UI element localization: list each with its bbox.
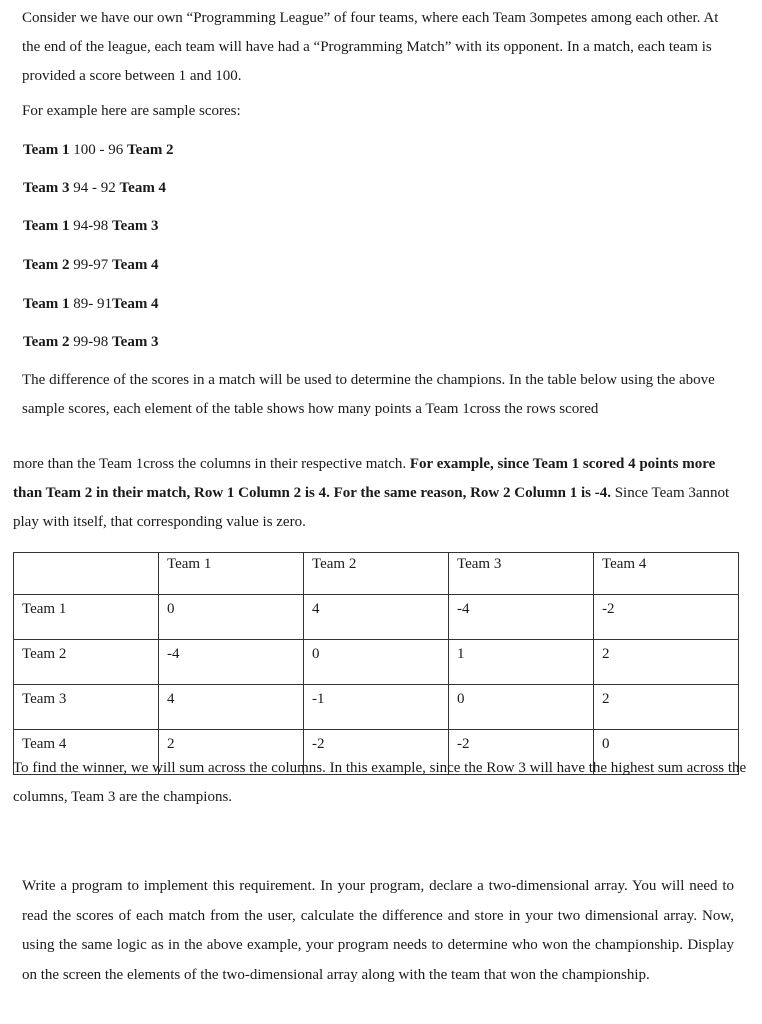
score-line xyxy=(23,255,159,275)
table-cell: -1 xyxy=(304,685,449,730)
table-cell: 0 xyxy=(159,595,304,640)
intro-paragraph: Consider we have our own “Programming League” of four teams, where each Team 3ompetes among each other. At the end of the league, each team will have had a “Programming Match” with its opponent. In a match, each team is provided a score between 1 and 100. xyxy=(22,10,719,84)
task-paragraph: Write a program to implement this requirement. In your program, declare a two-dimensional array. You will need to read the scores of each match from the user, calculate the difference and store in your two dimensional array. Now, using the same logic as in the above example, your program needs to determine who won the championship. Display on the screen the elements of the two-dimensional array along with the team that won the championship. xyxy=(22,878,734,983)
table-cell: 1 xyxy=(449,640,594,685)
column-header: Team 2 xyxy=(304,553,449,595)
explanation-text-end: Since Team 3annot play with itself, that corresponding value is zero. xyxy=(13,485,730,530)
score-value: 94-98 xyxy=(69,218,113,234)
table-cell: 4 xyxy=(159,685,304,730)
sum-paragraph: To find the winner, we will sum across the columns. In this example, since the Row 3 will have the highest sum across the columns, Team 3 are the champions. xyxy=(13,760,747,805)
table-cell: 2 xyxy=(594,685,739,730)
explanation-text: more than the Team 1cross the columns in their respective match. xyxy=(13,456,410,472)
score-line xyxy=(23,332,159,352)
score-value: 99-97 xyxy=(69,257,113,273)
column-header: Team 3 xyxy=(449,553,594,595)
table-row xyxy=(14,685,739,730)
table-cell: 0 xyxy=(594,730,739,775)
score-team-a: Team 2 xyxy=(23,257,70,273)
score-line xyxy=(23,216,159,236)
score-value: 94 - 92 xyxy=(69,180,120,196)
score-team-b: Team 4 xyxy=(119,180,167,196)
table-cell: -2 xyxy=(594,595,739,640)
table-cell: 0 xyxy=(449,685,594,730)
table-cell: -2 xyxy=(449,730,594,775)
score-line xyxy=(23,140,174,160)
score-team-b: Team 4 xyxy=(112,257,159,273)
explanation-paragraph xyxy=(13,450,743,537)
table-cell: 2 xyxy=(594,640,739,685)
table-cell: 4 xyxy=(304,595,449,640)
table-row xyxy=(14,640,739,685)
score-team-a: Team 2 xyxy=(23,334,70,350)
score-team-b: Team 2 xyxy=(127,142,174,158)
difference-paragraph: The difference of the scores in a match will be used to determine the champions. In the table below using the above sample scores, each element of the table shows how many points a Team 1cross the rows scored xyxy=(22,372,715,417)
table-corner-cell xyxy=(14,553,159,595)
column-header: Team 1 xyxy=(159,553,304,595)
table-cell: -2 xyxy=(304,730,449,775)
score-team-a: Team 1 xyxy=(23,296,70,312)
table-cell: -4 xyxy=(159,640,304,685)
table-row xyxy=(14,595,739,640)
row-header: Team 4 xyxy=(14,730,159,775)
table-header-row xyxy=(14,553,739,595)
table-cell: -4 xyxy=(449,595,594,640)
row-header: Team 2 xyxy=(14,640,159,685)
row-header: Team 3 xyxy=(14,685,159,730)
score-line xyxy=(23,294,159,314)
score-team-a: Team 1 xyxy=(23,142,70,158)
table-cell: 2 xyxy=(159,730,304,775)
score-value: 99-98 xyxy=(69,334,113,350)
score-difference-table xyxy=(13,552,739,775)
score-value: 100 - 96 xyxy=(69,142,128,158)
explanation-bold-text: For example, since Team 1 scored 4 points more than Team 2 in their match, Row 1 Column 2 is 4. For the same reason, Row 2 Column 1 is -4. xyxy=(13,456,716,501)
column-header: Team 4 xyxy=(594,553,739,595)
table-cell: 0 xyxy=(304,640,449,685)
score-value: 89- 91 xyxy=(69,296,113,312)
score-team-b: Team 4 xyxy=(112,296,159,312)
sample-scores-lead: For example here are sample scores: xyxy=(22,103,241,119)
score-team-b: Team 3 xyxy=(112,218,159,234)
score-line xyxy=(23,178,166,198)
score-team-b: Team 3 xyxy=(112,334,159,350)
score-team-a: Team 3 xyxy=(23,180,70,196)
row-header: Team 1 xyxy=(14,595,159,640)
score-team-a: Team 1 xyxy=(23,218,70,234)
